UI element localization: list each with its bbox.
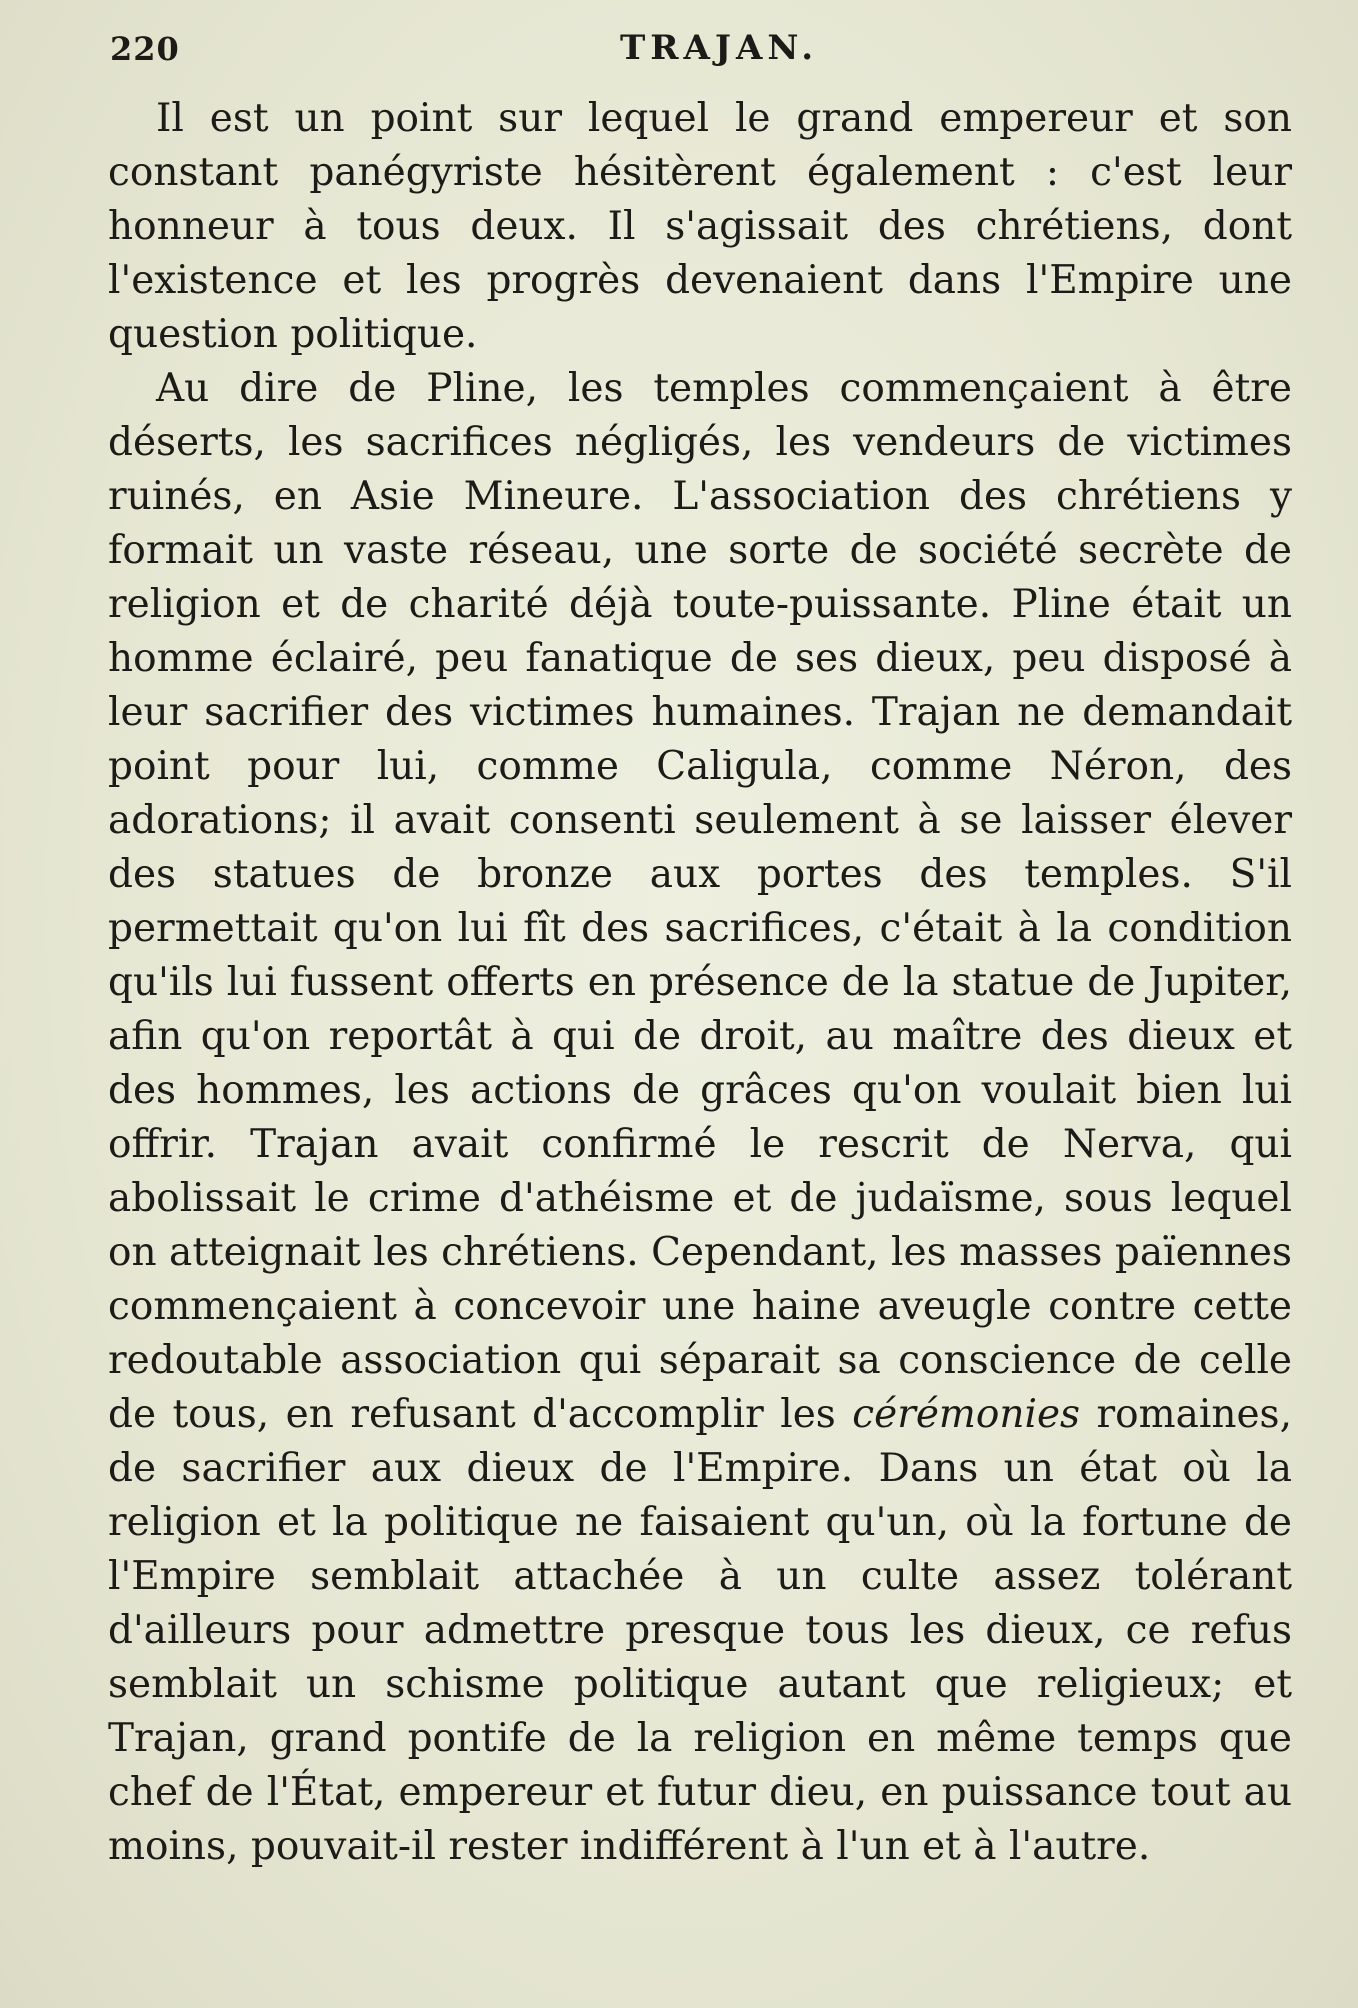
paragraph-2-text-start: Au dire de Pline, les temples commençaient à être déserts, les sacrifices négligés, les vendeurs de victimes ruinés, en Asie Mineure. L'association des chrétiens y formait un vaste réseau, une sorte de société secrète de religion et de charité déjà toute-puissante. Pline était un homme éclairé, peu fanatique de ses dieux, peu disposé à leur sacrifier des victimes humaines. Trajan ne demandait point pour lui, comme Caligula, comme Néron, des adorations; il avait consenti seulement à se laisser élever des statues de bronze aux portes des temples. S'il permettait qu'on lui fît des sacrifices, c'était à la condition qu'ils lui fussent offerts en présence de la statue de Jupiter, afin qu'on reportât à qui de droit, au maître des dieux et des hommes, les actions de grâces qu'on voulait bien lui offrir. Trajan avait confirmé le rescrit de Nerva, qui abolissait le crime d'athéisme et de judaïsme, sous lequel on atteignait les chrétiens. Cependant, les masses païennes commençaient à concevoir une haine aveugle contre cette redoutable association qui séparait sa conscience de celle de tous, en refusant d'accomplir les <box>108 366 1292 1437</box>
paragraph-1-text: Il est un point sur lequel le grand empereur et son constant panégyriste hésitèrent également : c'est leur honneur à tous deux. Il s'agissait des chrétiens, dont l'existence et les progrès devenaient dans l'Empire une question politique. <box>108 96 1292 357</box>
body-text <box>108 92 1292 1874</box>
running-head <box>110 28 1290 78</box>
running-title: TRAJAN. <box>620 28 819 68</box>
paragraph-2-text-end: romaines, de sacrifier aux dieux de l'Empire. Dans un état où la religion et la politique ne faisaient qu'un, où la fortune de l'Empire semblait attachée à un culte assez tolérant d'ailleurs pour admettre presque tous les dieux, ce refus semblait un schisme politique autant que religieux; et Trajan, grand pontife de la religion en même temps que chef de l'État, empereur et futur dieu, en puissance tout au moins, pouvait-il rester indifférent à l'un et à l'autre. <box>108 1392 1292 1869</box>
paragraph-1 <box>108 92 1292 362</box>
page-number: 220 <box>110 30 180 68</box>
italic-word: cérémonies <box>852 1392 1081 1437</box>
paragraph-2 <box>108 362 1292 1874</box>
